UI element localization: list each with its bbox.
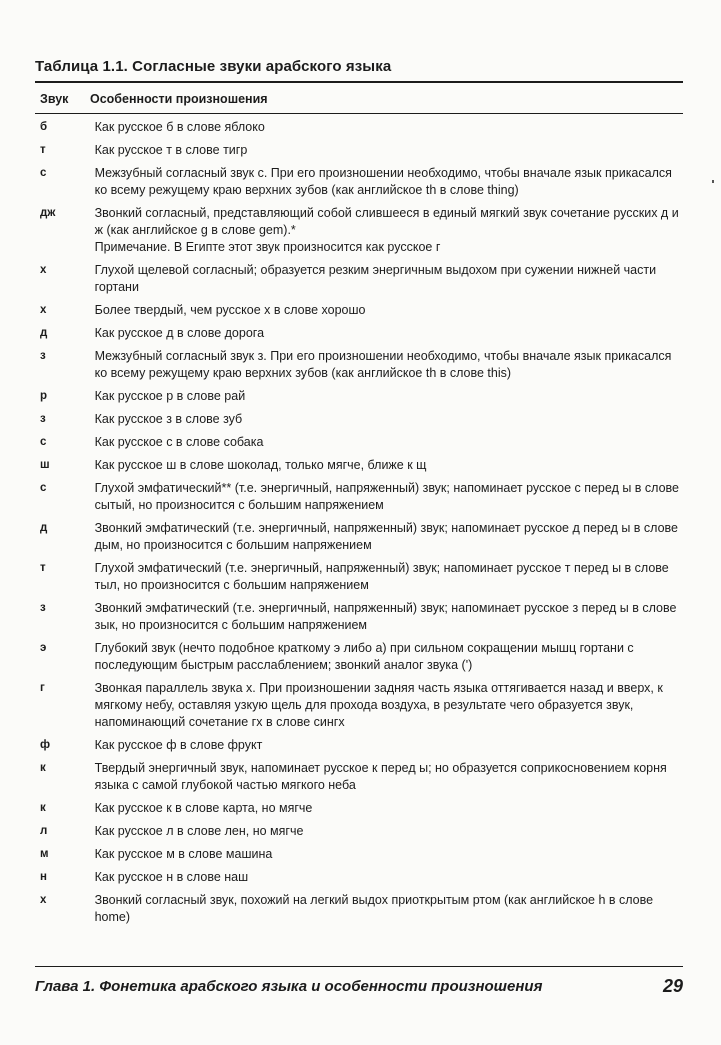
- bottom-rule: [35, 966, 683, 967]
- description-text: Более твердый, чем русское х в слове хорошо: [94, 303, 366, 317]
- top-rule: [35, 81, 683, 83]
- note-text: Примечание. В Египте этот звук произносится как русское г: [94, 240, 441, 254]
- description-text: Глухой щелевой согласный; образуется резким энергичным выдохом при сужении нижней части гортани: [94, 263, 657, 294]
- sound-cell: с: [40, 436, 47, 448]
- sound-cell: к: [40, 802, 46, 814]
- description-cell: [95, 597, 683, 637]
- column-header-sound: Звук: [40, 92, 69, 106]
- sound-cell: з: [40, 413, 46, 425]
- page-number: 29: [662, 976, 683, 996]
- description-text: Как русское т в слове тигр: [94, 143, 248, 157]
- sound-cell: з: [40, 350, 46, 362]
- table-row: [35, 431, 683, 454]
- table-row: [35, 797, 683, 820]
- description-text: Как русское ш в слове шоколад, только мягче, ближе к щ: [94, 458, 427, 472]
- description-text: Как русское к в слове карта, но мягче: [94, 801, 313, 815]
- table-row: [35, 637, 683, 677]
- sound-cell: ф: [40, 739, 51, 751]
- description-cell: [95, 734, 683, 757]
- table-row: [35, 139, 683, 162]
- description-cell: [95, 637, 683, 677]
- description-text: Как русское з в слове зуб: [94, 412, 243, 426]
- table-row: [35, 299, 683, 322]
- sound-cell: з: [40, 602, 46, 614]
- table-row: [35, 757, 683, 797]
- sound-cell: э: [40, 642, 47, 654]
- description-cell: [95, 408, 683, 431]
- sound-cell: б: [40, 121, 48, 133]
- sound-cell: х: [40, 894, 47, 906]
- description-cell: [95, 202, 683, 259]
- sound-cell: х: [40, 264, 47, 276]
- sound-cell: г: [40, 682, 45, 694]
- chapter-title: Глава 1. Фонетика арабского языка и особенности произношения: [35, 978, 543, 995]
- description-text: Звонкий согласный звук, похожий на легкий выдох приоткрытым ртом (как английское h в слове home): [94, 893, 654, 924]
- description-text: Межзубный согласный звук з. При его произношении необходимо, чтобы вначале язык прикасался ко всему режущему краю верхних зубов (как английское th в слове this): [94, 349, 672, 380]
- description-cell: [95, 139, 683, 162]
- sound-cell: х: [40, 304, 47, 316]
- scan-speck: [712, 180, 714, 183]
- table-row: [35, 557, 683, 597]
- description-cell: [95, 843, 683, 866]
- sound-cell: т: [40, 144, 46, 156]
- description-cell: [95, 116, 683, 139]
- table-row: [35, 454, 683, 477]
- description-cell: [95, 345, 683, 385]
- sound-cell: д: [40, 522, 48, 534]
- description-text: Звонкий согласный, представляющий собой слившееся в единый мягкий звук сочетание русских д и ж (как английское g в слове gem).*: [94, 206, 679, 237]
- table-row: [35, 162, 683, 202]
- table-row: [35, 259, 683, 299]
- sound-cell: н: [40, 871, 47, 883]
- description-cell: [95, 797, 683, 820]
- description-text: Звонкая параллель звука х. При произношении задняя часть языка оттягивается назад и вверх, к мягкому небу, оставляя узкую щель для прохода воздуха, в результате чего образуется звук, напоминающий сочетание гх в слове сингх: [94, 681, 663, 729]
- description-cell: [95, 322, 683, 345]
- description-text: Как русское н в слове наш: [94, 870, 249, 884]
- description-cell: [95, 431, 683, 454]
- table-title: Таблица 1.1. Согласные звуки арабского языка: [35, 58, 392, 75]
- table-row: [35, 734, 683, 757]
- table-row: [35, 322, 683, 345]
- header-rule: [35, 113, 683, 114]
- description-text: Глубокий звук (нечто подобное краткому э либо а) при сильном сокращении мышц гортани с последующим быстрым расслаблением; звонкий аналог звука ('): [94, 641, 634, 672]
- sound-cell: с: [40, 482, 47, 494]
- table-row: [35, 477, 683, 517]
- description-cell: [95, 454, 683, 477]
- sound-cell: р: [40, 390, 48, 402]
- description-text: Звонкий эмфатический (т.е. энергичный, напряженный) звук; напоминает русское д перед ы в слове дым, но произносится с большим напряжением: [94, 521, 678, 552]
- description-cell: [95, 259, 683, 299]
- sound-cell: дж: [40, 207, 56, 219]
- description-text: Как русское с в слове собака: [94, 435, 264, 449]
- description-cell: [95, 677, 683, 734]
- description-text: Межзубный согласный звук с. При его произношении необходимо, чтобы вначале язык прикасался ко всему режущему краю верхних зубов (как английское th в слове thing): [94, 166, 672, 197]
- sound-cell: ш: [40, 459, 50, 471]
- description-text: Как русское л в слове лен, но мягче: [94, 824, 304, 838]
- description-cell: [95, 477, 683, 517]
- table-row: [35, 889, 683, 929]
- description-cell: [95, 820, 683, 843]
- description-text: Как русское р в слове рай: [94, 389, 246, 403]
- table-row: [35, 677, 683, 734]
- consonants-table: [35, 116, 683, 929]
- description-cell: [95, 889, 683, 929]
- table-row: [35, 202, 683, 259]
- description-cell: [95, 299, 683, 322]
- sound-cell: к: [40, 762, 46, 774]
- table-row: [35, 820, 683, 843]
- table-row: [35, 866, 683, 889]
- description-cell: [95, 557, 683, 597]
- sound-cell: д: [40, 327, 48, 339]
- table-row: [35, 517, 683, 557]
- table-row: [35, 345, 683, 385]
- description-cell: [95, 517, 683, 557]
- description-text: Как русское б в слове яблоко: [94, 120, 265, 134]
- sound-cell: т: [40, 562, 46, 574]
- description-cell: [95, 162, 683, 202]
- description-text: Как русское ф в слове фрукт: [94, 738, 263, 752]
- table-row: [35, 597, 683, 637]
- description-cell: [95, 757, 683, 797]
- description-text: Глухой эмфатический (т.е. энергичный, напряженный) звук; напоминает русское т перед ы в слове тыл, но произносится с большим напряжением: [94, 561, 669, 592]
- description-cell: [95, 866, 683, 889]
- description-text: Как русское м в слове машина: [94, 847, 273, 861]
- description-text: Твердый энергичный звук, напоминает русское к перед ы; но образуется соприкосновением корня языка с самой глубокой частью мягкого неба: [94, 761, 667, 792]
- description-text: Глухой эмфатический** (т.е. энергичный, напряженный) звук; напоминает русское с перед ы в слове сытый, но произносится с большим напряжением: [94, 481, 679, 512]
- table-row: [35, 408, 683, 431]
- sound-cell: л: [40, 825, 48, 837]
- column-header-features: Особенности произношения: [90, 92, 268, 106]
- table-row: [35, 385, 683, 408]
- description-text: Как русское д в слове дорога: [94, 326, 265, 340]
- table-row: [35, 843, 683, 866]
- sound-cell: м: [40, 848, 49, 860]
- description-cell: [95, 385, 683, 408]
- table-row: [35, 116, 683, 139]
- sound-cell: с: [40, 167, 47, 179]
- description-text: Звонкий эмфатический (т.е. энергичный, напряженный) звук; напоминает русское з перед ы в слове зык, но произносится с большим напряжением: [94, 601, 677, 632]
